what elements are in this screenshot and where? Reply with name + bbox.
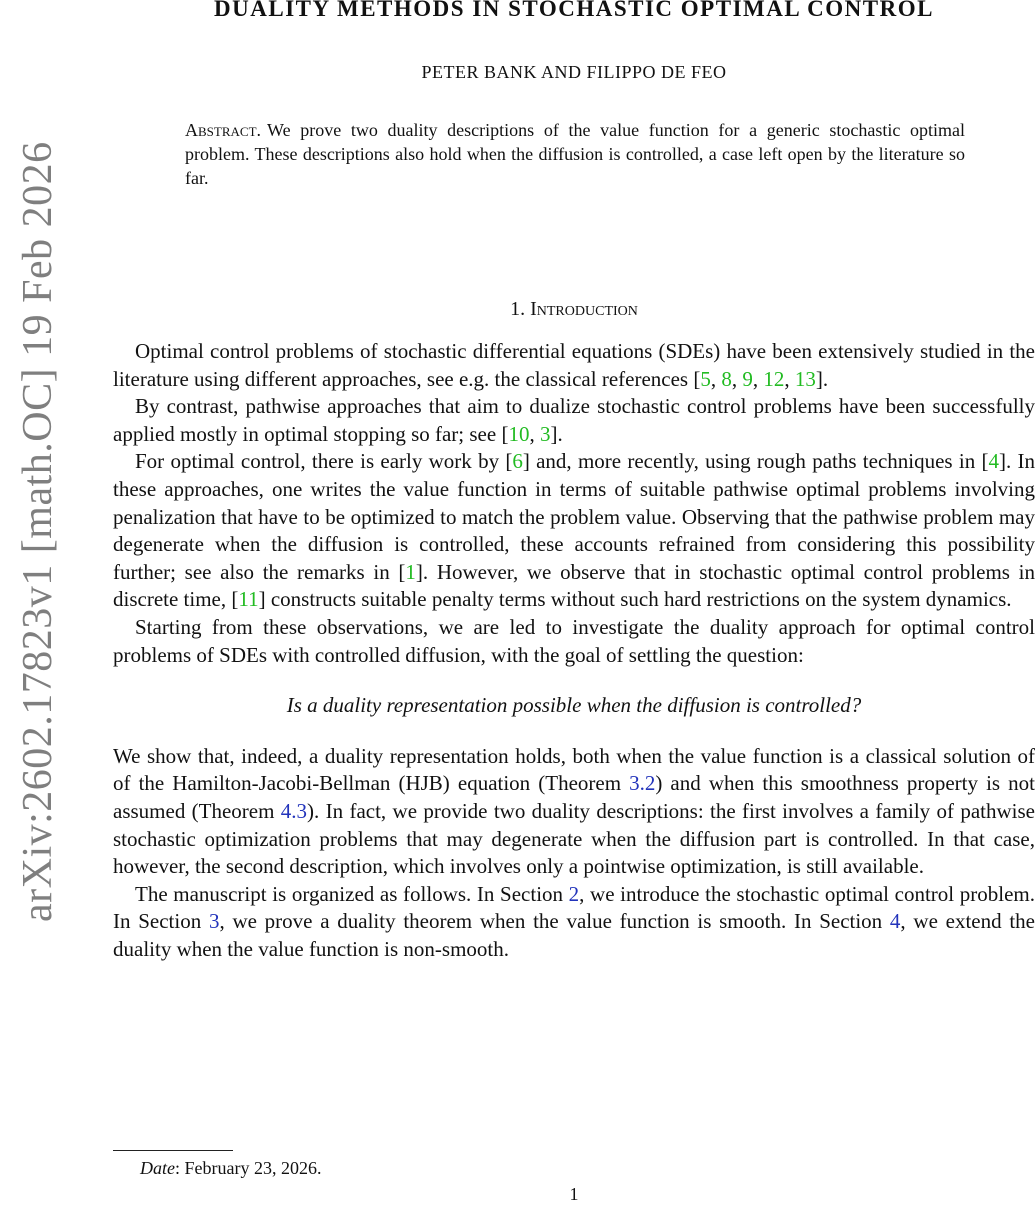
footnote-divider [113, 1150, 233, 1151]
paragraph-5 [113, 743, 1035, 881]
abstract-text: We prove two duality descriptions of the value function for a generic stochastic optimal problem. These descriptions also hold when the diffusion is controlled, a case left open by the literature so far. [185, 120, 965, 188]
paragraph-text: ] constructs suitable penalty terms without such hard restrictions on the system dynamics. [258, 587, 1012, 612]
paragraph-3 [113, 448, 1035, 614]
footnote-text: : February 23, 2026. [175, 1158, 322, 1178]
citation-link[interactable]: 9 [742, 366, 753, 391]
citation-link[interactable]: 4 [988, 449, 999, 474]
citation-link[interactable]: 5 [700, 366, 711, 391]
citation-link[interactable]: 13 [794, 366, 816, 391]
paragraph-text: By contrast, pathwise approaches that aim to dualize stochastic control problems have been successfully applied mostly in optimal stopping so far; see [ [113, 394, 1035, 446]
paper-body [113, 338, 1035, 963]
citation-link[interactable]: 6 [512, 449, 523, 474]
paragraph-text: ]. [815, 366, 829, 391]
date-footnote [140, 1158, 321, 1179]
paragraph-text: , we introduce the stochastic optimal control problem. In Section [113, 881, 1035, 934]
paragraph-text: Optimal control problems of stochastic differential equations (SDEs) have been extensively studied in the literature using different approaches, see e.g. the classical references [ [113, 339, 1035, 391]
paragraph-text: ]. However, we observe that in stochastic optimal control problems in discrete time, [ [113, 559, 1035, 612]
section-heading [113, 298, 1035, 321]
section-number: 1. [510, 298, 526, 320]
citation-link[interactable]: 1 [405, 559, 416, 584]
page-number: 1 [569, 1184, 579, 1204]
theorem-reference-link[interactable]: 3.2 [629, 771, 656, 796]
paragraph-text: ). In fact, we provide two duality descriptions: the first involves a family of pathwise stochastic optimization problems that may degenerate when the diffusion part is controlled. In that case, however, the second description, which involves only a pointwise optimization, is still available. [113, 798, 1035, 879]
section-reference-link[interactable]: 4 [889, 909, 901, 934]
paragraph-4 [113, 614, 1035, 669]
paragraph-text: ]. [550, 421, 563, 446]
citation-link[interactable]: 12 [763, 366, 785, 391]
paragraph-1: Optimal control problems of stochastic differential equations (SDEs) have been extensively studied in the literature using different approaches, see e.g. the classical references [5, 8, 9, 12, 13]. [113, 339, 1035, 391]
paragraph-6 [113, 881, 1035, 964]
paragraph-text: We show that, indeed, a duality representation holds, both when the value function is a classical solution of of the Hamilton-Jacobi-Bellman (HJB) equation (Theorem [113, 743, 1035, 796]
abstract [185, 118, 965, 190]
footnote-label: Date [140, 1158, 175, 1178]
citation-link[interactable]: 10 [508, 421, 530, 446]
arxiv-identifier-stamp: arXiv:2602.17823v1 [math.OC] 19 Feb 2026 [15, 141, 61, 922]
paragraph-text: , we prove a duality theorem when the value function is smooth. In Section [219, 909, 890, 934]
paper-title: DUALITY METHODS IN STOCHASTIC OPTIMAL CONTROL [214, 0, 934, 21]
section-title: Introduction [530, 298, 638, 320]
section-reference-link[interactable]: 2 [568, 881, 580, 906]
paragraph-text: The manuscript is organized as follows. In Section [135, 881, 569, 906]
paragraph-2: By contrast, pathwise approaches that aim to dualize stochastic control problems have been successfully applied mostly in optimal stopping so far; see [10, 3]. [113, 394, 1035, 446]
citation-link[interactable]: 11 [238, 587, 259, 612]
paragraph-text: , we extend the duality when the value function is non-smooth. [113, 909, 1035, 961]
abstract-label: Abstract. [185, 120, 262, 140]
paragraph-text: For optimal control, there is early work by [ [135, 449, 513, 474]
paragraph-text: ]. In these approaches, one writes the value function in terms of suitable pathwise optimal problems involving penalization that have to be optimized to match the problem value. Observing that the pathwise problem may degenerate when the diffusion is controlled, these accounts refrained from considering this possibility further; see also the remarks in [ [113, 449, 1035, 584]
citation-link[interactable]: 3 [539, 421, 551, 446]
citation-link[interactable]: 8 [721, 366, 732, 391]
paragraph-text: Starting from these observations, we are led to investigate the duality approach for optimal control problems of SDEs with controlled diffusion, with the goal of settling the question: [113, 614, 1035, 667]
section-reference-link[interactable]: 3 [208, 909, 220, 934]
paragraph-text: ] and, more recently, using rough paths techniques in [ [522, 449, 989, 474]
theorem-reference-link[interactable]: 4.3 [280, 798, 308, 823]
paragraph-text: ) and when this smoothness property is not assumed (Theorem [113, 771, 1035, 823]
research-question: Is a duality representation possible when the diffusion is controlled? [286, 693, 862, 718]
paper-authors: PETER BANK AND FILIPPO DE FEO [421, 62, 727, 82]
